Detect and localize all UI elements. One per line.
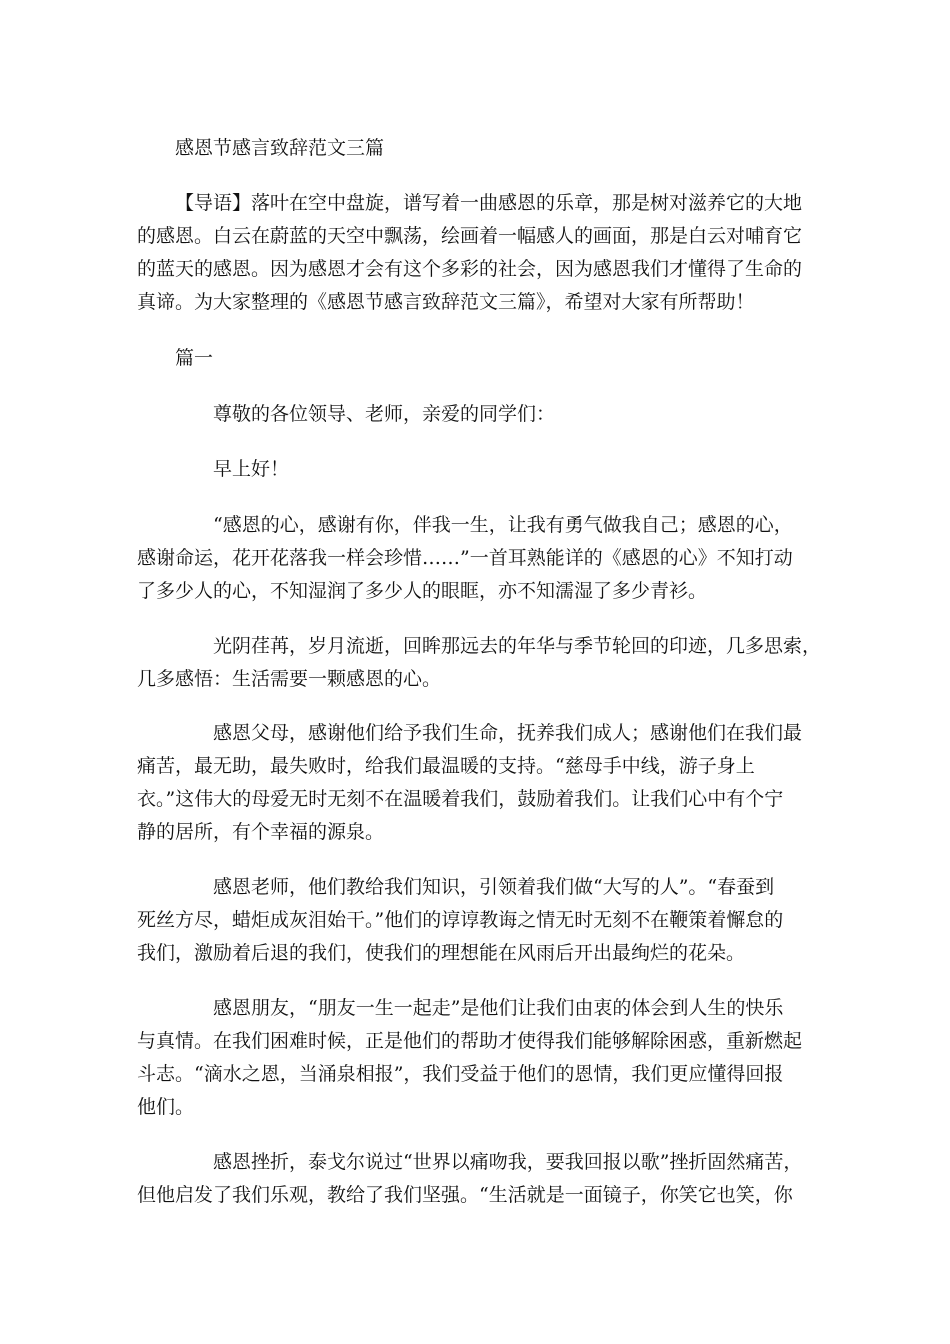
paragraph-line: 感恩挫折，泰戈尔说过“世界以痛吻我，要我回报以歌”挫折固然痛苦， bbox=[213, 1151, 803, 1173]
paragraph-line: 感恩老师，他们教给我们知识，引领着我们做“大写的人”。“春蚕到 bbox=[213, 876, 775, 898]
intro-line: 的蓝天的感恩。因为感恩才会有这个多彩的社会，因为感恩我们才懂得了生命的 bbox=[137, 258, 803, 280]
paragraph-line: 静的居所，有个幸福的源泉。 bbox=[137, 821, 385, 843]
paragraph-line: 感谢命运，花开花落我一样会珍惜……”一首耳熟能详的《感恩的心》不知打动 bbox=[137, 547, 793, 569]
paragraph-line: 死丝方尽，蜡炬成灰泪始干。”他们的谆谆教诲之情无时无刻不在鞭策着懈怠的 bbox=[137, 909, 784, 931]
intro-line: 【导语】落叶在空中盘旋，谱写着一曲感恩的乐章，那是树对滋养它的大地 bbox=[175, 192, 803, 214]
paragraph-line: 衣。”这伟大的母爱无时无刻不在温暖着我们，鼓励着我们。让我们心中有个宁 bbox=[137, 788, 784, 810]
intro-line: 的感恩。白云在蔚蓝的天空中飘荡，绘画着一幅感人的画面，那是白云对哺育它 bbox=[137, 225, 803, 247]
salutation: 尊敬的各位领导、老师，亲爱的同学们： bbox=[213, 403, 556, 425]
paragraph-line: 痛苦，最无助，最失败时，给我们最温暖的支持。“慈母手中线，游子身上 bbox=[137, 755, 755, 777]
intro-line: 真谛。为大家整理的《感恩节感言致辞范文三篇》，希望对大家有所帮助！ bbox=[137, 291, 755, 313]
paragraph-line: 但他启发了我们乐观，教给了我们坚强。“生活就是一面镜子，你笑它也笑，你 bbox=[137, 1184, 793, 1206]
paragraph-line: 感恩朋友，“朋友一生一起走”是他们让我们由衷的体会到人生的快乐 bbox=[213, 997, 784, 1019]
paragraph-line: 斗志。“滴水之恩，当涌泉相报”，我们受益于他们的恩情，我们更应懂得回报 bbox=[137, 1063, 784, 1085]
paragraph-line: 他们。 bbox=[137, 1096, 195, 1118]
paragraph-line: 感恩父母，感谢他们给予我们生命，抚养我们成人；感谢他们在我们最 bbox=[213, 722, 803, 744]
paragraph-line: “感恩的心，感谢有你，伴我一生，让我有勇气做我自己；感恩的心， bbox=[213, 514, 793, 536]
paragraph-line: 我们，激励着后退的我们，使我们的理想能在风雨后开出最绚烂的花朵。 bbox=[137, 942, 746, 964]
paragraph-line: 了多少人的心，不知湿润了多少人的眼眶，亦不知濡湿了多少青衫。 bbox=[137, 580, 708, 602]
paragraph-line: 与真情。在我们困难时候，正是他们的帮助才使得我们能够解除困惑，重新燃起 bbox=[137, 1030, 803, 1052]
paragraph-line: 几多感悟：生活需要一颗感恩的心。 bbox=[137, 668, 442, 690]
page-title: 感恩节感言致辞范文三篇 bbox=[175, 137, 385, 159]
greeting: 早上好！ bbox=[213, 458, 290, 480]
section-heading: 篇一 bbox=[175, 347, 214, 369]
paragraph-line: 光阴荏苒，岁月流逝，回眸那远去的年华与季节轮回的印迹，几多思索， bbox=[213, 635, 822, 657]
